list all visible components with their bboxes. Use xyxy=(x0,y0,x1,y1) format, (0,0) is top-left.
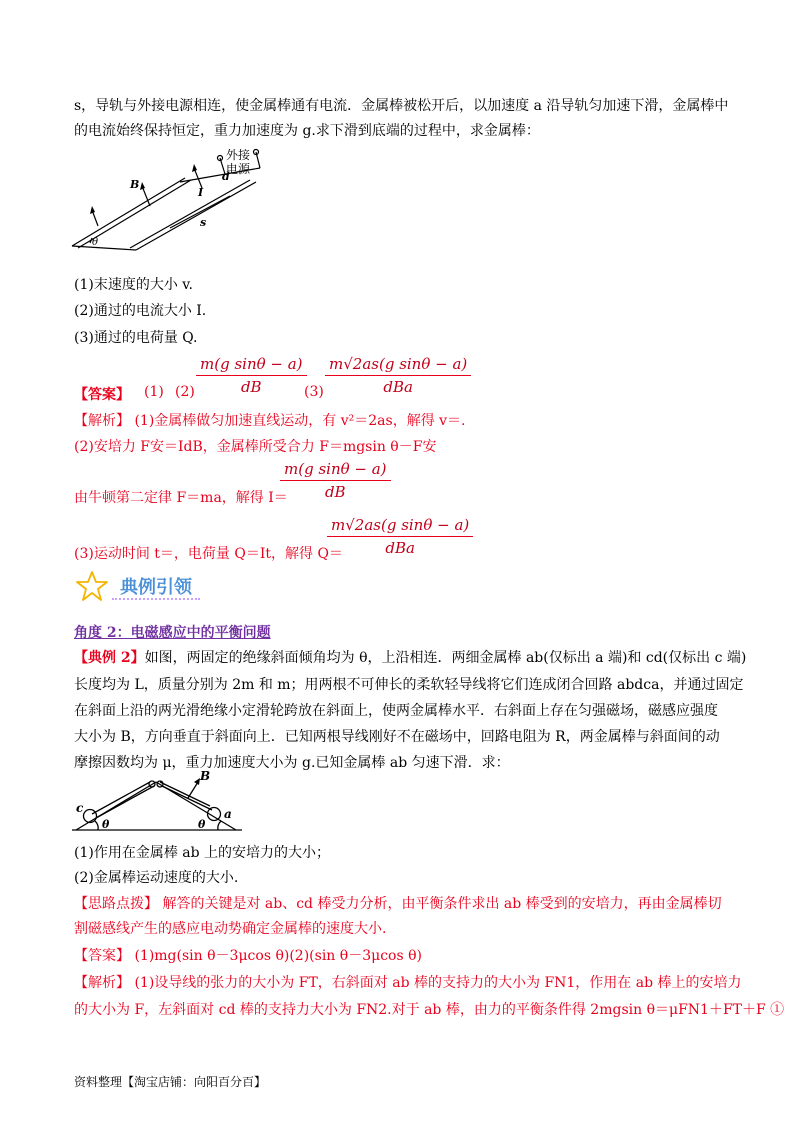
svg-text:a: a xyxy=(224,807,232,821)
analysis-line-4: (3)运动时间 t＝，电荷量 Q＝It，解得 Q＝ xyxy=(74,546,343,562)
svg-text:B: B xyxy=(200,769,211,783)
analysis-line-3: 由牛顿第二定律 F＝ma，解得 I＝ xyxy=(74,490,288,506)
intro-line-2: 的电流始终保持恒定，重力加速度为 g.求下滑到底端的过程中，求金属棒： xyxy=(74,123,540,139)
example-line-3: 在斜面上沿的两光滑绝缘小定滑轮跨放在斜面上，使两金属棒水平．右斜面上存在匀强磁场，磁感应强度 xyxy=(74,703,718,719)
question2-2: (2)金属棒运动速度的大小. xyxy=(74,870,239,886)
svg-text:θ: θ xyxy=(198,818,206,831)
svg-text:d: d xyxy=(222,170,230,183)
example-line-5: 摩擦因数均为 μ，重力加速度大小为 g.已知金属棒 ab 匀速下滑．求： xyxy=(74,755,510,771)
answer-fraction-2: $\frac{\text{m(g sinθ − a)}}{dB}$ xyxy=(196,355,307,396)
svg-text:s: s xyxy=(200,216,207,229)
banner-underline xyxy=(112,598,200,600)
answer-part-2: (2) xyxy=(175,384,195,400)
answer-fraction-3: m√2as(g sinθ − a) dBa xyxy=(325,355,471,396)
star-icon xyxy=(76,570,108,602)
analysis-fraction-1: $\frac{\text{m(g sinθ − a)}}{dB}$ xyxy=(280,460,391,501)
answer-part-3: (3) xyxy=(304,384,324,400)
intro-line-1: s，导轨与外接电源相连，使金属棒通有电流．金属棒被松开后，以加速度 a 沿导轨匀加速下滑，金属棒中 xyxy=(74,98,729,114)
analysis-fraction-2: m√2as(g sinθ − a) dBa xyxy=(327,516,473,557)
answer-tag: 【答案】 xyxy=(74,387,130,403)
section-title: 角度 2：电磁感应中的平衡问题 xyxy=(74,625,271,641)
figure-inclines xyxy=(70,768,250,838)
example-line-2: 长度均为 L，质量分别为 2m 和 m；用两根不可伸长的柔软轻导线将它们连成闭合回路 abdca，并通过固定 xyxy=(74,677,744,693)
question-3: (3)通过的电荷量 Q. xyxy=(74,330,198,346)
svg-text:θ: θ xyxy=(102,818,110,831)
analysis2-line-1: 【解析】 (1)设导线的张力的大小为 FT，右斜面对 ab 棒的支持力的大小为 FN1，作用在 ab 棒上的安培力 xyxy=(74,975,742,991)
footer-text: 资料整理【淘宝店铺：向阳百分百】 xyxy=(74,1075,267,1089)
banner-title: 典例引领 xyxy=(120,577,192,598)
question-1: (1)末速度的大小 v. xyxy=(74,277,193,293)
hint-line-1: 【思路点拨】 解答的关键是对 ab、cd 棒受力分析，由平衡条件求出 ab 棒受到的安培力，再由金属棒切 xyxy=(74,896,722,912)
question-2: (2)通过的电流大小 I. xyxy=(74,303,207,319)
example-line-4: 大小为 B，方向垂直于斜面向上．已知两根导线刚好不在磁场中，回路电阻为 R，两金属棒与斜面间的动 xyxy=(74,729,720,745)
label-b-field: B xyxy=(130,178,140,191)
svg-text:θ: θ xyxy=(92,237,99,248)
analysis-line-1: 【解析】 (1)金属棒做匀加速直线运动，有 v²＝2as，解得 v＝. xyxy=(74,413,466,429)
hint-line-2: 割磁感线产生的感应电动势确定金属棒的速度大小. xyxy=(74,921,387,937)
svg-text:I: I xyxy=(198,186,204,199)
label-power-source: 外接 电源 xyxy=(226,148,251,176)
question2-1: (1)作用在金属棒 ab 上的安培力的大小； xyxy=(74,845,331,861)
analysis2-line-2: 的大小为 F，左斜面对 cd 棒的支持力大小为 FN2.对于 ab 棒，由力的平衡条件得 2mgsin θ＝μFN1＋FT＋F ① xyxy=(74,1002,785,1018)
example-line-1: 【典例 2】如图，两固定的绝缘斜面倾角均为 θ，上沿相连．两细金属棒 ab(仅标出 a 端)和 cd(仅标出 c 端) xyxy=(74,650,747,666)
answer2-line: 【答案】 (1)mg(sin θ－3μcos θ)(2)(sin θ－3μcos θ) xyxy=(74,948,422,964)
analysis-line-2: (2)安培力 F安＝IdB，金属棒所受合力 F＝mgsin θ－F安 xyxy=(74,439,437,455)
svg-text:c: c xyxy=(76,801,84,815)
answer-part-1: (1) xyxy=(144,384,164,400)
